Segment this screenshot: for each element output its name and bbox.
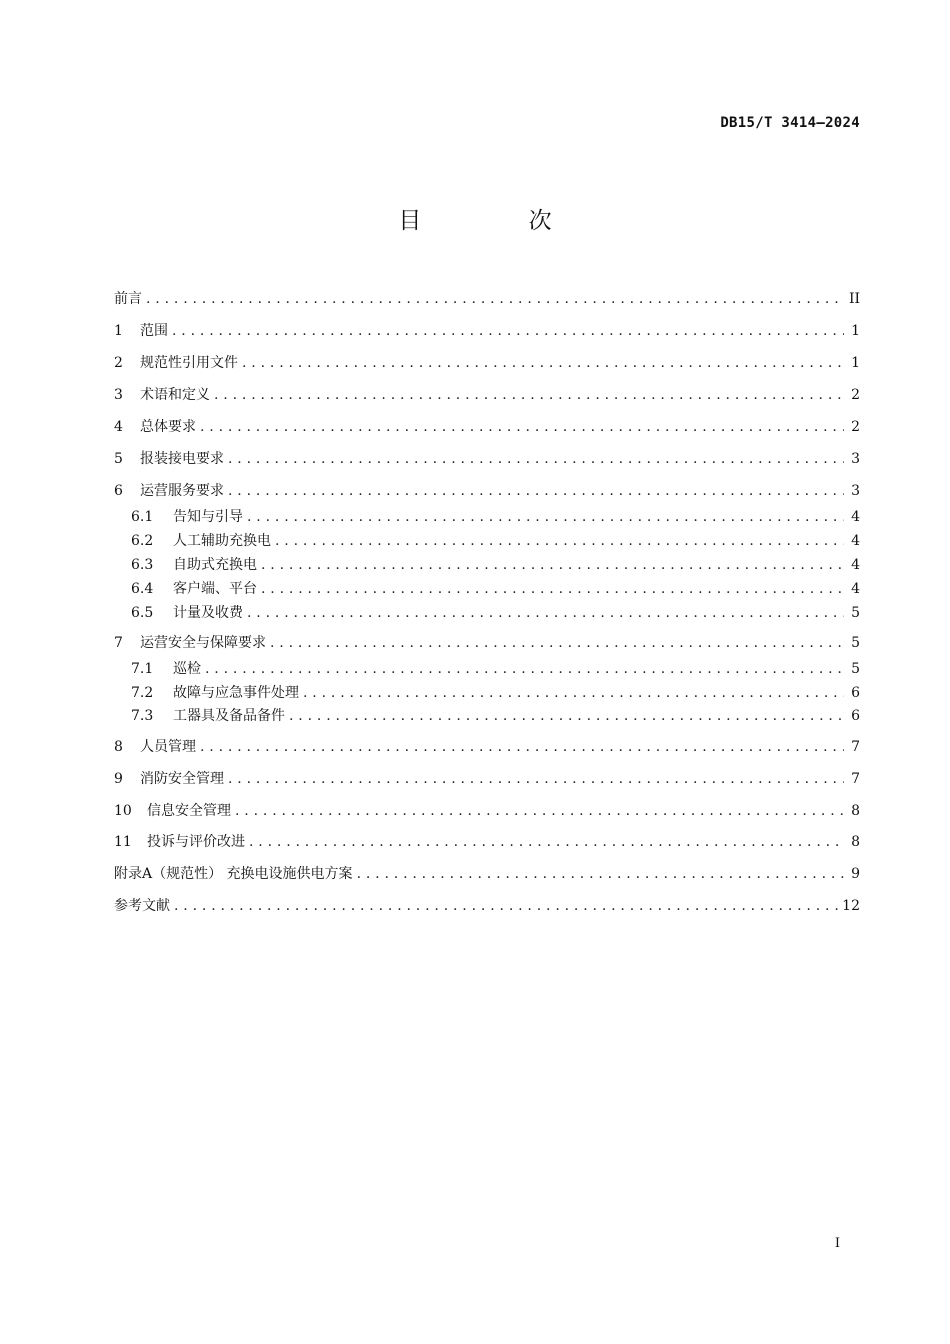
toc-leader-dots [200,416,844,438]
toc-entry-page: 2 [851,387,860,403]
toc-leader-dots [228,480,844,502]
toc-entry[interactable] [131,602,860,624]
toc-entry-label: 人员管理 [140,739,196,755]
toc-entry-label: 附录A（规范性） 充换电设施供电方案 [114,866,353,882]
toc-entry-number: 7 [114,635,123,651]
toc-entry-number: 6.1 [131,509,154,525]
toc-entry-page: 6 [851,685,860,701]
document-code: DB15/T 3414—2024 [720,115,860,131]
toc-entry-page: 5 [851,661,860,677]
toc-entry-number: 7.2 [131,685,154,701]
toc-leader-dots [261,554,844,576]
toc-entry-label: 术语和定义 [140,387,210,403]
toc-leader-dots [146,288,844,310]
toc-leader-dots [235,800,844,822]
toc-entry-number: 6.5 [131,605,154,621]
toc-entry[interactable] [114,632,860,654]
toc-entry-label: 人工辅助充换电 [173,533,271,549]
toc-entry-page: 3 [851,451,860,467]
toc-entry[interactable] [131,506,860,528]
toc-entry-label: 巡检 [173,661,201,677]
toc-leader-dots [247,506,844,528]
toc-entry-number: 1 [114,323,123,339]
toc-entry-label: 计量及收费 [173,605,243,621]
toc-entry-page: 7 [851,739,860,755]
toc-entry-page: 9 [851,866,860,882]
toc-entry-page: 5 [851,635,860,651]
toc-entry-label: 前言 [114,291,142,307]
toc-leader-dots [303,682,844,704]
toc-leader-dots [228,448,844,470]
toc-entry-number: 6 [114,483,123,499]
toc-leader-dots [228,768,844,790]
toc-entry[interactable] [131,682,860,704]
toc-entry-label: 范围 [140,323,168,339]
toc-entry-page: 4 [851,557,860,573]
toc-entry-page: 1 [851,355,860,371]
toc-entry-page: 4 [851,533,860,549]
toc-leader-dots [275,530,844,552]
toc-leader-dots [205,658,844,680]
toc-entry-number: 6.3 [131,557,154,573]
toc-entry-page: 6 [851,708,860,724]
toc-entry-number: 10 [114,803,132,819]
toc-entry[interactable] [114,320,860,342]
toc-entry[interactable] [131,658,860,680]
toc-entry[interactable] [114,736,860,758]
toc-leader-dots [247,602,844,624]
toc-entry[interactable] [114,448,860,470]
toc-leader-dots [249,831,844,853]
toc-entry[interactable] [114,863,860,885]
toc-leader-dots [174,895,838,917]
toc-entry-label: 投诉与评价改进 [147,834,245,850]
toc-entry-label: 运营安全与保障要求 [140,635,266,651]
toc-entry-label: 告知与引导 [173,509,243,525]
page-title: 目 次 [398,208,602,234]
toc-entry[interactable] [114,352,860,374]
toc-entry-number: 7.3 [131,708,154,724]
toc-leader-dots [289,705,844,727]
toc-entry-page: 8 [851,803,860,819]
toc-entry-number: 11 [114,834,132,850]
toc-entry[interactable] [114,416,860,438]
toc-entry[interactable] [114,800,860,822]
toc-entry-label: 总体要求 [140,419,196,435]
toc-entry-page: 7 [851,771,860,787]
toc-leader-dots [172,320,844,342]
toc-entry-page: 4 [851,509,860,525]
toc-entry-number: 4 [114,419,123,435]
toc-leader-dots [242,352,844,374]
toc-entry-label: 信息安全管理 [147,803,231,819]
toc-entry-label: 客户端、平台 [173,581,257,597]
toc-entry-number: 6.2 [131,533,154,549]
toc-entry-number: 7.1 [131,661,154,677]
toc-entry-label: 报装接电要求 [140,451,224,467]
toc-entry[interactable] [114,384,860,406]
toc-entry-page: 8 [851,834,860,850]
toc-leader-dots [261,578,844,600]
toc-entry[interactable] [131,530,860,552]
toc-entry[interactable] [114,831,860,853]
toc-entry-label: 自助式充换电 [173,557,257,573]
toc-entry-page: 5 [851,605,860,621]
toc-entry-number: 9 [114,771,123,787]
toc-entry-page: 4 [851,581,860,597]
toc-entry[interactable] [131,554,860,576]
toc-entry-number: 6.4 [131,581,154,597]
toc-entry-page: 1 [851,323,860,339]
toc-leader-dots [357,863,844,885]
toc-leader-dots [214,384,844,406]
toc-entry-label: 故障与应急事件处理 [173,685,299,701]
toc-entry[interactable] [131,705,860,727]
toc-entry-page: 12 [842,898,860,914]
toc-entry[interactable] [114,768,860,790]
toc-entry-number: 5 [114,451,123,467]
toc-entry-page: II [848,291,860,307]
toc-entry-number: 3 [114,387,123,403]
toc-entry[interactable] [131,578,860,600]
toc-entry-label: 消防安全管理 [140,771,224,787]
toc-entry-label: 规范性引用文件 [140,355,238,371]
toc-leader-dots [200,736,844,758]
toc-leader-dots [270,632,844,654]
toc-entry-number: 8 [114,739,123,755]
toc-entry[interactable] [114,288,860,310]
toc-entry-label: 工器具及备品备件 [173,708,285,724]
toc-entry-number: 2 [114,355,123,371]
toc-entry-page: 2 [851,419,860,435]
toc-entry[interactable] [114,895,860,917]
toc-entry-label: 运营服务要求 [140,483,224,499]
toc-entry[interactable] [114,480,860,502]
page-number: I [834,1236,840,1251]
toc-entry-page: 3 [851,483,860,499]
toc-entry-label: 参考文献 [114,898,170,914]
